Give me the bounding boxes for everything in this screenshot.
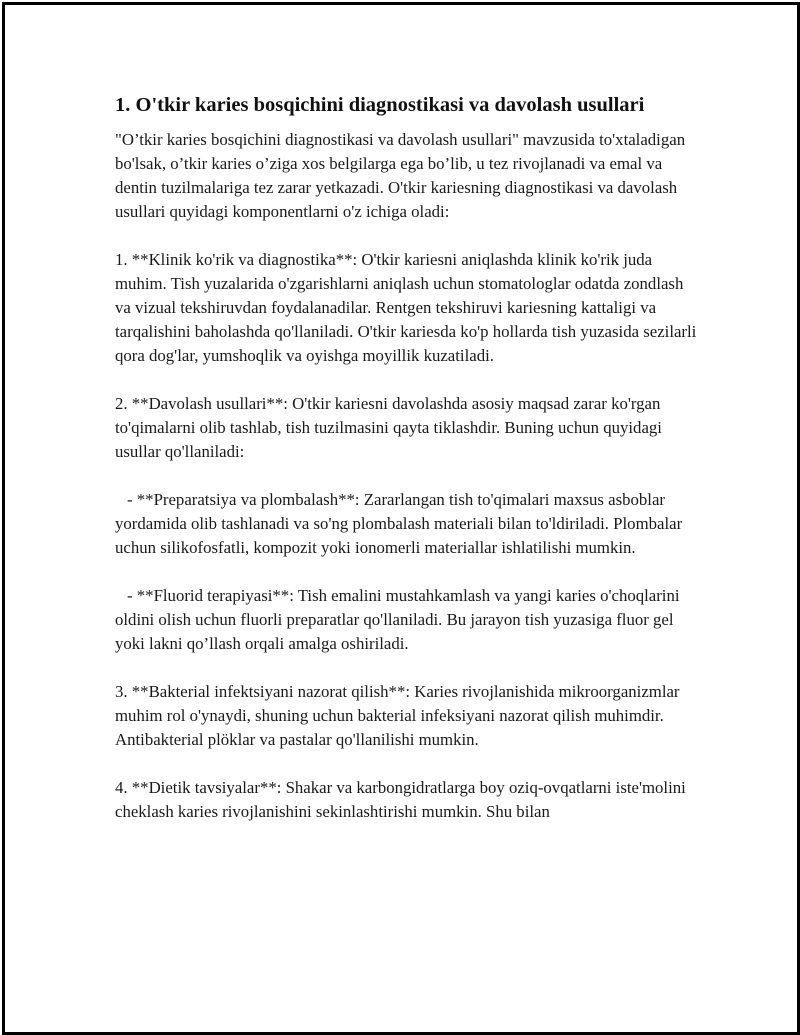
- diet-recommendations-paragraph: 4. **Dietik tavsiyalar**: Shakar va karbongidratlarga boy oziq-ovqatlarni iste'molini cheklash karies rivojlanishini sekinlashtirishi mumkin. Shu bilan: [115, 778, 686, 821]
- document-body: [115, 91, 700, 848]
- page-title: 1. O'tkir karies bosqichini diagnostikasi va davolash usullari: [115, 94, 645, 116]
- bacterial-control-paragraph: 3. **Bakterial infektsiyani nazorat qilish**: Karies rivojlanishida mikroorganizmlar muhim rol o'ynaydi, shuning uchun bakterial infeksiyani nazorat qilish muhimdir. Antibakterial plöklar va pastalar qo'llanilishi mumkin.: [115, 682, 680, 749]
- treatment-methods-paragraph: 2. **Davolash usullari**: O'tkir kariesni davolashda asosiy maqsad zarar ko'rgan to'qimalarni olib tashlab, tish tuzilmasini qayta tiklashdir. Buning uchun quyidagi usullar qo'llaniladi:: [115, 394, 662, 461]
- preparation-filling-paragraph: - **Preparatsiya va plombalash**: Zararlangan tish to'qimalari maxsus asboblar yordamida olib tashlanadi va so'ng plombalash materiali bilan to'ldiriladi. Plombalar uchun silikofosfatli, kompozit yoki ionomerli materiallar ishlatilishi mumkin.: [115, 490, 683, 557]
- clinical-exam-paragraph: 1. **Klinik ko'rik va diagnostika**: O'tkir kariesni aniqlashda klinik ko'rik juda muhim. Tish yuzalarida o'zgarishlarni aniqlash uchun stomatologlar odatda zondlash va vizual tekshiruvdan foydalanadilar. Rentgen tekshiruvi kariesning kattaligi va tarqalishini baholashda qo'llaniladi. O'tkir kariesda ko'p hollarda tish yuzasida sezilarli qora dog'lar, yumshoqlik va oyishga moyillik kuzatiladi.: [115, 250, 697, 365]
- intro-paragraph: "O’tkir karies bosqichini diagnostikasi va davolash usullari" mavzusida to'xtaladigan bo'lsak, o’tkir karies o’ziga xos belgilarga ega bo’lib, u tez rivojlanadi va emal va dentin tuzilmalariga tez zarar yetkazadi. O'tkir kariesning diagnostikasi va davolash usullari quyidagi komponentlarni o'z ichiga oladi:: [115, 130, 686, 221]
- fluoride-therapy-paragraph: - **Fluorid terapiyasi**: Tish emalini mustahkamlash va yangi karies o'choqlarini oldini olish uchun fluorli preparatlar qo'llaniladi. Bu jarayon tish yuzasiga fluor gel yoki lakni qo’llash orqali amalga oshiriladi.: [115, 586, 680, 653]
